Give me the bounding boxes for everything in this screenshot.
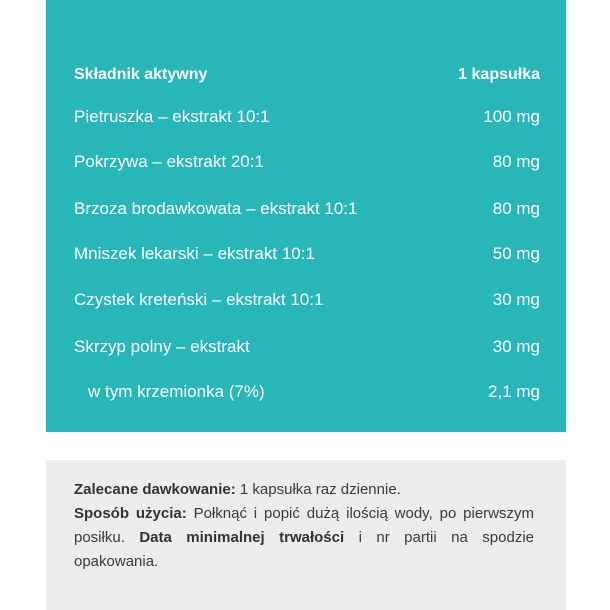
table-row <box>74 382 540 402</box>
ingredient-amount: 80 mg <box>492 199 540 218</box>
usage-info <box>74 478 534 574</box>
ingredient-amount: 80 mg <box>492 152 540 171</box>
expiry-text: i nr partii na spodzie opakowania. <box>74 529 535 570</box>
expiry-label: Data minimalnej trwałości <box>139 529 345 546</box>
ingredient-amount: 30 mg <box>492 290 540 309</box>
table-row <box>74 107 540 127</box>
dosage-text: 1 kapsułka raz dziennie. <box>235 481 401 498</box>
usage-label: Sposób użycia: <box>74 505 187 522</box>
table-row <box>74 337 540 357</box>
ingredient-name: Brzoza brodawkowata – ekstrakt 10:1 <box>74 199 358 218</box>
dosage-line <box>74 478 534 502</box>
table-row <box>74 290 540 310</box>
usage-paragraph <box>74 502 534 574</box>
ingredient-name: Mniszek lekarski – ekstrakt 10:1 <box>74 244 315 263</box>
usage-text: Połknąć i popić dużą ilością wody, po pierwszym posiłku. <box>74 505 534 546</box>
ingredient-name: Skrzyp polny – ekstrakt <box>74 337 250 356</box>
header-ingredient: Składnik aktywny <box>74 66 208 83</box>
dosage-label: Zalecane dawkowanie: <box>74 481 236 498</box>
ingredient-amount: 30 mg <box>492 337 540 356</box>
ingredient-name: Pokrzywa – ekstrakt 20:1 <box>74 152 264 171</box>
table-row <box>74 244 540 264</box>
product-info-panel <box>46 0 566 610</box>
ingredient-name: Pietruszka – ekstrakt 10:1 <box>74 107 270 126</box>
ingredient-amount: 100 mg <box>483 107 540 126</box>
ingredient-name: w tym krzemionka (7%) <box>88 382 265 401</box>
table-header <box>74 66 540 84</box>
ingredient-name: Czystek kreteński – ekstrakt 10:1 <box>74 290 324 309</box>
table-row <box>74 199 540 219</box>
table-row <box>74 152 540 172</box>
ingredient-amount: 2,1 mg <box>488 382 540 401</box>
ingredient-amount: 50 mg <box>492 244 540 263</box>
header-amount: 1 kapsułka <box>458 66 540 83</box>
